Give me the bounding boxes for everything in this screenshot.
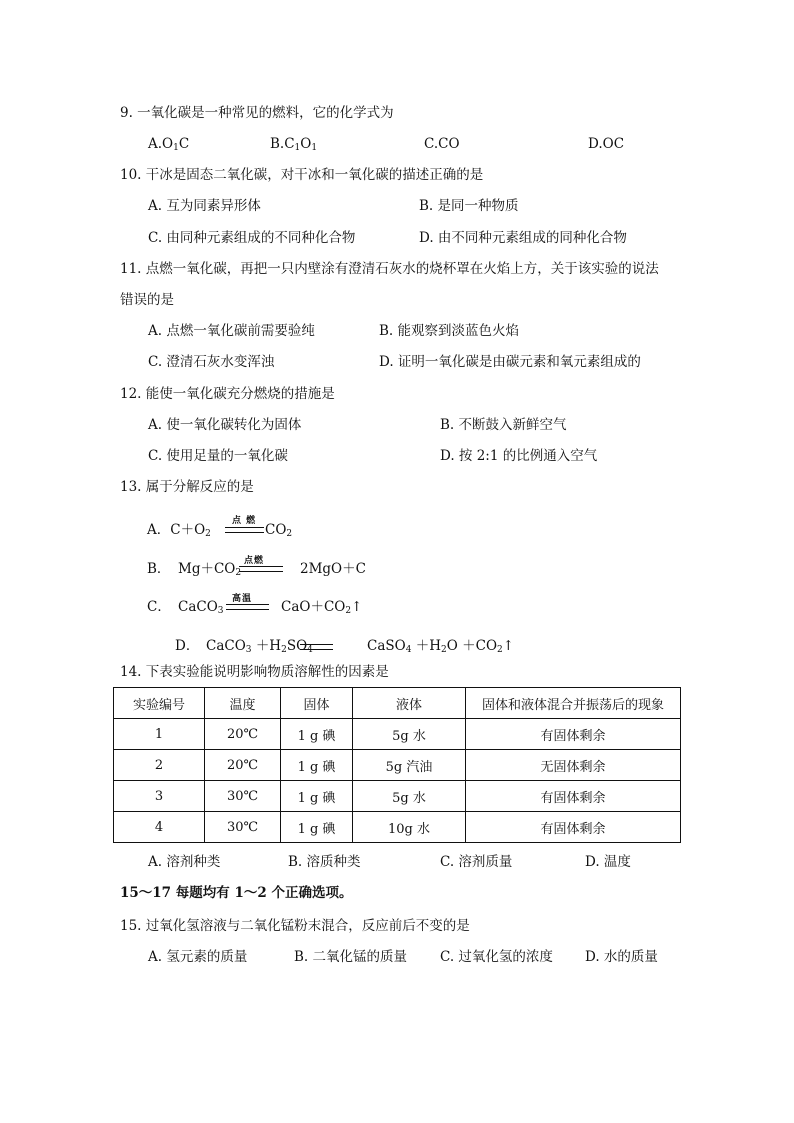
q15-option-d: D. 水的质量 <box>585 949 658 965</box>
table-cell: 3 <box>114 781 205 812</box>
q9-option-d: D.OC <box>588 136 625 152</box>
q9-option-a: $A.O_1C$ <box>148 136 190 153</box>
q11-stem-line1: 11. 点燃一氧化碳，再把一只内壁涂有澄清石灰水的烧杯罩在火焰上方，关于该实验的说法 <box>120 261 659 277</box>
q12-option-d: D. 按 2:1 的比例通入空气 <box>440 448 598 464</box>
q13-option-a-reactants: A．$C+O_2$ <box>147 522 211 539</box>
q11-option-c: C. 澄清石灰水变浑浊 <box>148 354 275 370</box>
q15-stem: 15. 过氧化氢溶液与二氧化锰粉末混合，反应前后不变的是 <box>120 918 470 934</box>
table-row <box>114 812 681 843</box>
table-cell: 5g 水 <box>353 781 466 812</box>
q13-option-b-condition: 点燃 <box>244 556 265 566</box>
q14-option-d: D. 温度 <box>585 854 631 870</box>
q10-option-b: B. 是同一种物质 <box>419 198 519 214</box>
section-note: 15～17 每题均有 1～2 个正确选项。 <box>120 885 353 901</box>
q11-option-d: D. 证明一氧化碳是由碳元素和氧元素组成的 <box>379 354 641 370</box>
table-cell: 1 g 碘 <box>281 781 353 812</box>
q14-experiment-table <box>113 687 681 843</box>
table-cell: 10g 水 <box>353 812 466 843</box>
table-cell: 5g 水 <box>353 719 466 750</box>
q10-option-d: D. 由不同种元素组成的同种化合物 <box>419 230 627 246</box>
table-cell: 2 <box>114 750 205 781</box>
q14-stem: 14. 下表实验能说明影响物质溶解性的因素是 <box>120 664 389 680</box>
table-cell: 4 <box>114 812 205 843</box>
q14-option-a: A. 溶剂种类 <box>148 854 221 870</box>
table-cell: 1 g 碘 <box>281 719 353 750</box>
q13-option-c-reactants: CaCO$_3$ <box>178 599 224 616</box>
table-cell: 30℃ <box>205 781 281 812</box>
table-cell: 1 g 碘 <box>281 812 353 843</box>
q13-option-c-product: $CaO+CO_2↑$ <box>281 599 363 616</box>
q9-option-b: $B.C_1O_1$ <box>270 136 318 153</box>
table-cell: 有固体剩余 <box>466 781 681 812</box>
q13-option-a-condition: 点 燃 <box>232 516 257 526</box>
table-row <box>114 719 681 750</box>
q13-option-d-label: D． <box>175 638 200 654</box>
table-header-cell: 固体 <box>281 688 353 719</box>
table-row <box>114 781 681 812</box>
table-header-row <box>114 688 681 719</box>
q13-option-b-reactants: $Mg+CO_2$ <box>178 561 242 578</box>
q11-stem-line2: 错误的是 <box>120 292 174 308</box>
table-cell: 有固体剩余 <box>466 812 681 843</box>
table-cell: 有固体剩余 <box>466 719 681 750</box>
q13-option-a-equals-sign <box>225 527 264 533</box>
table-row <box>114 750 681 781</box>
q12-option-a: A. 使一氧化碳转化为固体 <box>148 417 302 433</box>
q10-option-a: A. 互为同素异形体 <box>148 198 261 214</box>
q15-option-b: B. 二氧化锰的质量 <box>294 949 408 965</box>
q13-option-b-equals-sign <box>239 566 283 572</box>
q13-option-d-products: CaSO$_4$ $+H_2O$ $+CO_2↑$ <box>367 638 515 655</box>
table-header-cell: 实验编号 <box>114 688 205 719</box>
q10-stem: 10. 干冰是固态二氧化碳，对干冰和一氧化碳的描述正确的是 <box>120 167 484 183</box>
table-cell: 1 <box>114 719 205 750</box>
q13-option-c-label: C． <box>147 599 171 615</box>
q14-option-c: C. 溶剂质量 <box>440 854 513 870</box>
q13-option-b-product: 2MgO＋C <box>300 561 366 577</box>
q12-option-b: B. 不断鼓入新鲜空气 <box>440 417 567 433</box>
table-cell: 20℃ <box>205 750 281 781</box>
q13-option-c-condition: 高温 <box>232 594 253 604</box>
q12-option-c: C. 使用足量的一氧化碳 <box>148 448 288 464</box>
q10-option-c: C. 由同种元素组成的不同种化合物 <box>148 230 356 246</box>
q13-option-a-product: $CO_2$ <box>265 522 293 539</box>
q11-option-a: A. 点燃一氧化碳前需要验纯 <box>148 323 315 339</box>
table-header-cell: 固体和液体混合并振荡后的现象 <box>466 688 681 719</box>
table-cell: 5g 汽油 <box>353 750 466 781</box>
table-cell: 无固体剩余 <box>466 750 681 781</box>
q13-option-b-label: B． <box>147 561 171 577</box>
table-header-cell: 温度 <box>205 688 281 719</box>
q9-stem: 9. 一氧化碳是一种常见的燃料，它的化学式为 <box>120 105 394 121</box>
q14-option-b: B. 溶质种类 <box>288 854 361 870</box>
table-cell: 30℃ <box>205 812 281 843</box>
q15-option-a: A. 氢元素的质量 <box>148 949 248 965</box>
table-cell: 20℃ <box>205 719 281 750</box>
q13-option-d-equals-sign <box>300 644 333 650</box>
q13-stem: 13. 属于分解反应的是 <box>120 479 254 495</box>
table-cell: 1 g 碘 <box>281 750 353 781</box>
table-header-cell: 液体 <box>353 688 466 719</box>
q12-stem: 12. 能使一氧化碳充分燃烧的措施是 <box>120 386 335 402</box>
q11-option-b: B. 能观察到淡蓝色火焰 <box>379 323 520 339</box>
q15-option-c: C. 过氧化氢的浓度 <box>440 949 553 965</box>
q13-option-d-reactants: CaCO$_3$ $+H_2SO_4$ <box>206 638 313 655</box>
q9-option-c: C.CO <box>424 136 460 152</box>
q13-option-c-equals-sign <box>226 604 269 610</box>
